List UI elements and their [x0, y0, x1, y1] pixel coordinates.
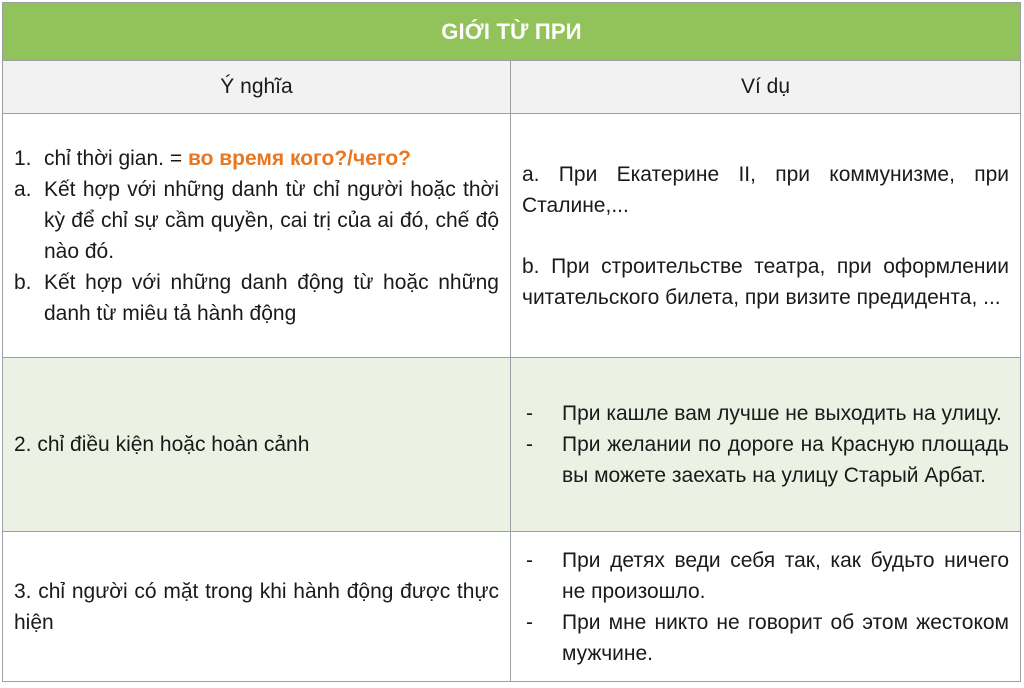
example-text: При желании по дороге на Красную площадь вы можете заехать на улицу Старый Арбат. [562, 433, 1009, 487]
example-text: При мне никто не говорит об этом жестоком мужчине. [562, 610, 1009, 665]
header-row [3, 61, 1021, 114]
table-row [3, 114, 1021, 358]
list-marker: - [526, 610, 533, 634]
example-cell [511, 532, 1021, 682]
list-marker: b. [14, 270, 32, 294]
example-cell [511, 358, 1021, 532]
russian-equivalent: во время кого?/чего? [187, 146, 412, 170]
meaning-cell [3, 358, 511, 532]
header-meaning: Ý nghĩa [3, 61, 511, 114]
meaning-text: 3. chỉ người có mặt trong khi hành động được thực hiện [14, 579, 499, 634]
preposition-table-container [2, 2, 1020, 682]
meaning-cell [3, 532, 511, 682]
meaning-text: Kết hợp với những danh từ chỉ người hoặc thời kỳ để chỉ sự cầm quyền, cai trị của ai đó, chế độ nào đó. [44, 177, 499, 263]
meaning-text: chỉ thời gian. = [44, 146, 188, 170]
list-item [14, 174, 499, 267]
list-item [14, 143, 499, 174]
meaning-text: Kết hợp với những danh động từ hoặc những danh từ miêu tả hành động [44, 270, 499, 325]
list-marker: 1. [14, 146, 32, 170]
list-item [14, 267, 499, 329]
table-row [3, 358, 1021, 532]
title-row [3, 3, 1021, 61]
list-item [522, 607, 1009, 669]
preposition-table [2, 2, 1021, 682]
example-text: b. При строительстве театра, при оформлении читательского билета, при визите предидента, ... [522, 254, 1009, 309]
table-title: GIỚI TỪ ПРИ [3, 3, 1021, 61]
table-row [3, 532, 1021, 682]
list-item [522, 398, 1009, 429]
example-cell [511, 114, 1021, 358]
list-marker: a. [14, 177, 32, 201]
list-marker: - [526, 402, 533, 425]
example-text: При детях веди себя так, как будьто ничего не произошло. [562, 548, 1009, 603]
meaning-cell [3, 114, 511, 358]
example-text: При кашле вам лучше не выходить на улицу. [562, 402, 1002, 425]
meaning-text: 2. chỉ điều kiện hoặc hoàn cảnh [14, 433, 310, 456]
list-marker: - [526, 433, 533, 456]
list-marker: - [526, 548, 533, 572]
list-item [522, 429, 1009, 491]
header-example: Ví dụ [511, 61, 1021, 114]
list-item [522, 545, 1009, 607]
example-text: a. При Екатерине II, при коммунизме, при Сталине,... [522, 162, 1009, 217]
